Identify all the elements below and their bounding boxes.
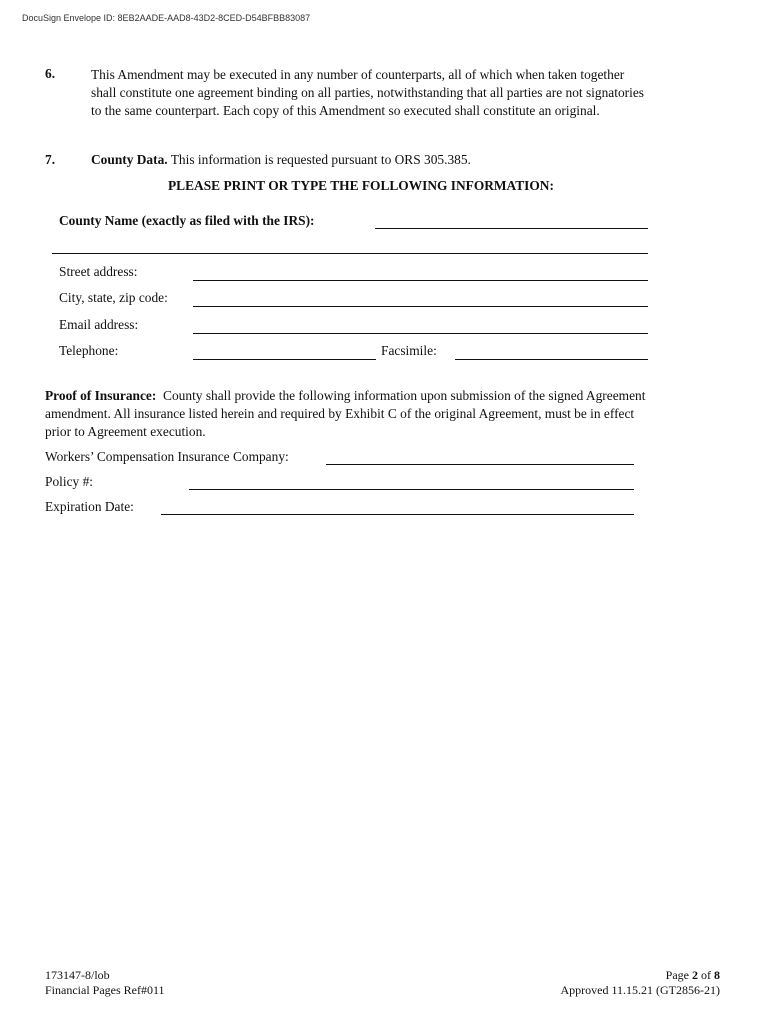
footer-doc-id: 173147-8/lob xyxy=(45,968,110,982)
policy-number-field[interactable] xyxy=(189,489,634,490)
insurance-title: Proof of Insurance: xyxy=(45,388,157,403)
page-current: 2 xyxy=(692,968,698,982)
telephone-label: Telephone: xyxy=(59,343,119,358)
city-state-zip-field[interactable] xyxy=(193,306,648,307)
city-state-zip-label: City, state, zip code: xyxy=(59,290,168,305)
page-of: of xyxy=(698,968,714,982)
section-6-line: shall constitute one agreement binding on all parties, notwithstanding that all parties are not signatories xyxy=(91,85,644,100)
section-6-line: to the same counterpart. Each copy of this Amendment so executed shall constitute an original. xyxy=(91,103,600,118)
section-6-line: This Amendment may be executed in any number of counterparts, all of which when taken together xyxy=(91,67,625,82)
section-6-number: 6. xyxy=(45,66,56,81)
facsimile-field[interactable] xyxy=(455,359,648,360)
section-7-heading xyxy=(91,152,471,168)
page-total: 8 xyxy=(714,968,720,982)
street-address-field[interactable] xyxy=(193,280,648,281)
footer-ref: Financial Pages Ref#011 xyxy=(45,983,165,997)
insurance-line: prior to Agreement execution. xyxy=(45,424,206,439)
envelope-id: DocuSign Envelope ID: 8EB2AADE-AAD8-43D2-8CED-D54BFBB83087 xyxy=(22,13,311,23)
policy-number-label: Policy #: xyxy=(45,474,93,489)
insurance-paragraph xyxy=(45,387,645,441)
street-address-label: Street address: xyxy=(59,264,138,279)
expiration-date-label: Expiration Date: xyxy=(45,499,134,514)
workers-comp-field[interactable] xyxy=(326,464,634,465)
county-name-label: County Name (exactly as filed with the IRS): xyxy=(59,213,315,228)
approved-stamp: Approved 11.15.21 (GT2856-21) xyxy=(560,983,720,997)
insurance-line xyxy=(45,387,645,405)
county-name-field[interactable] xyxy=(375,228,648,229)
email-address-field[interactable] xyxy=(193,333,648,334)
section-7-number: 7. xyxy=(45,152,56,167)
section-6-text xyxy=(91,66,644,120)
section-7-title: County Data. xyxy=(91,152,168,167)
footer-right xyxy=(560,968,720,998)
workers-comp-label: Workers’ Compensation Insurance Company: xyxy=(45,449,289,464)
print-instruction: PLEASE PRINT OR TYPE THE FOLLOWING INFORMATION: xyxy=(168,178,554,193)
section-7-intro: This information is requested pursuant to ORS 305.385. xyxy=(170,152,471,167)
page-number xyxy=(560,968,720,983)
expiration-date-field[interactable] xyxy=(161,514,634,515)
insurance-line-1: County shall provide the following information upon submission of the signed Agreement xyxy=(163,388,646,403)
facsimile-label: Facsimile: xyxy=(381,343,437,358)
insurance-line: amendment. All insurance listed herein and required by Exhibit C of the original Agreement, must be in effect xyxy=(45,406,635,421)
footer-left xyxy=(45,968,165,998)
telephone-field[interactable] xyxy=(193,359,376,360)
county-name-field-continued[interactable] xyxy=(52,253,648,254)
page-prefix: Page xyxy=(665,968,692,982)
email-address-label: Email address: xyxy=(59,317,139,332)
